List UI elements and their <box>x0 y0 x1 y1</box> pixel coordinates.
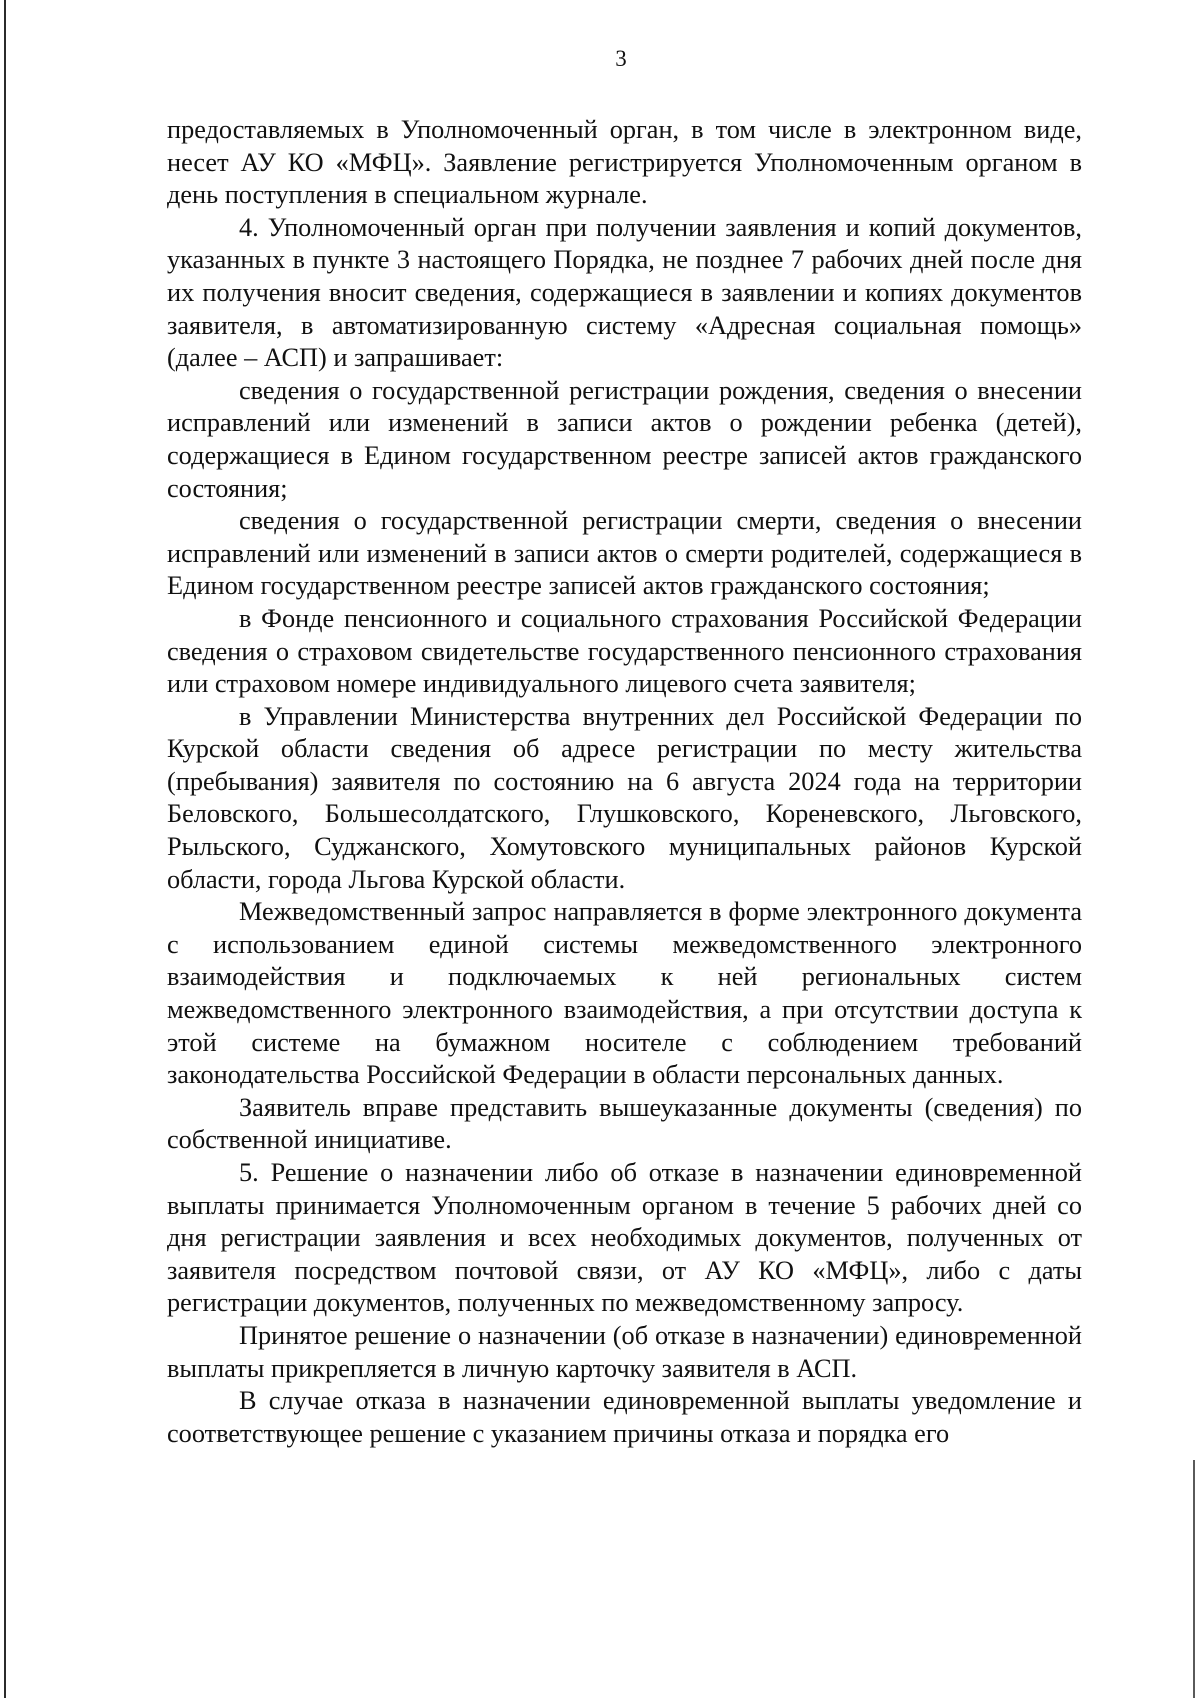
paragraph-own-initiative: Заявитель вправе представить вышеуказанные документы (сведения) по собственной инициативе. <box>167 1092 1082 1155</box>
paragraph-decision-attached: Принятое решение о назначении (об отказе в назначении) единовременной выплаты прикрепляется в личную карточку заявителя в АСП. <box>167 1320 1082 1383</box>
paragraph-refusal: В случае отказа в назначении единовременной выплаты уведомление и соответствующее решение с указанием причины отказа и порядка его <box>167 1386 1082 1448</box>
paragraph-mvd: в Управлении Министерства внутренних дел Российской Федерации по Курской области сведения об адресе регистрации по месту жительства (пребывания) заявителя по состоянию на 6 августа 2024 года на территории Беловского, Большесолдатского, Глушковского, Кореневского, Льговского, Рыльского, Суджанского, Хомутовского муниципальных районов Курской области, города Льгова Курской области. <box>167 701 1082 894</box>
paragraph-birth-records: сведения о государственной регистрации рождения, сведения о внесении исправлений или изменений в записи актов о рождении ребенка (детей), содержащиеся в Едином государственном реестре записей актов гражданского состояния; <box>167 375 1082 503</box>
paragraph-continuation: предоставляемых в Уполномоченный орган, в том числе в электронном виде, несет АУ КО «МФЦ». Заявление регистрируется Уполномоченным органом в день поступления в специальном журнале. <box>167 115 1082 210</box>
paragraph-death-records: сведения о государственной регистрации смерти, сведения о внесении исправлений или изменений в записи актов о смерти родителей, содержащиеся в Едином государственном реестре записей актов гражданского состояния; <box>167 506 1082 601</box>
scan-border-left <box>4 0 6 1698</box>
scan-border-right <box>1193 1460 1195 1698</box>
paragraph-interagency-request: Межведомственный запрос направляется в форме электронного документа с использованием единой системы межведомственного электронного взаимодействия и подключаемых к ней региональных систем межведомственного электронного взаимодействия, а при отсутствии доступа к этой системе на бумажном носителе с соблюдением требований законодательства Российской Федерации в области персональных данных. <box>167 897 1082 1090</box>
paragraph-item-5: 5. Решение о назначении либо об отказе в назначении единовременной выплаты принимается Уполномоченным органом в течение 5 рабочих дней со дня регистрации заявления и всех необходимых документов, полученных от заявителя посредством почтовой связи, от АУ КО «МФЦ», либо с даты регистрации документов, полученных по межведомственному запросу. <box>167 1158 1082 1318</box>
document-body <box>167 114 1082 1450</box>
page-number: 3 <box>615 46 627 71</box>
paragraph-pension-fund: в Фонде пенсионного и социального страхования Российской Федерации сведения о страховом свидетельстве государственного пенсионного страхования или страховом номере индивидуального лицевого счета заявителя; <box>167 603 1082 699</box>
paragraph-item-4: 4. Уполномоченный орган при получении заявления и копий документов, указанных в пункте 3 настоящего Порядка, не позднее 7 рабочих дней после дня их получения вносит сведения, содержащиеся в заявлении и копиях документов заявителя, в автоматизированную систему «Адресная социальная помощь» (далее – АСП) и запрашивает: <box>167 212 1082 373</box>
